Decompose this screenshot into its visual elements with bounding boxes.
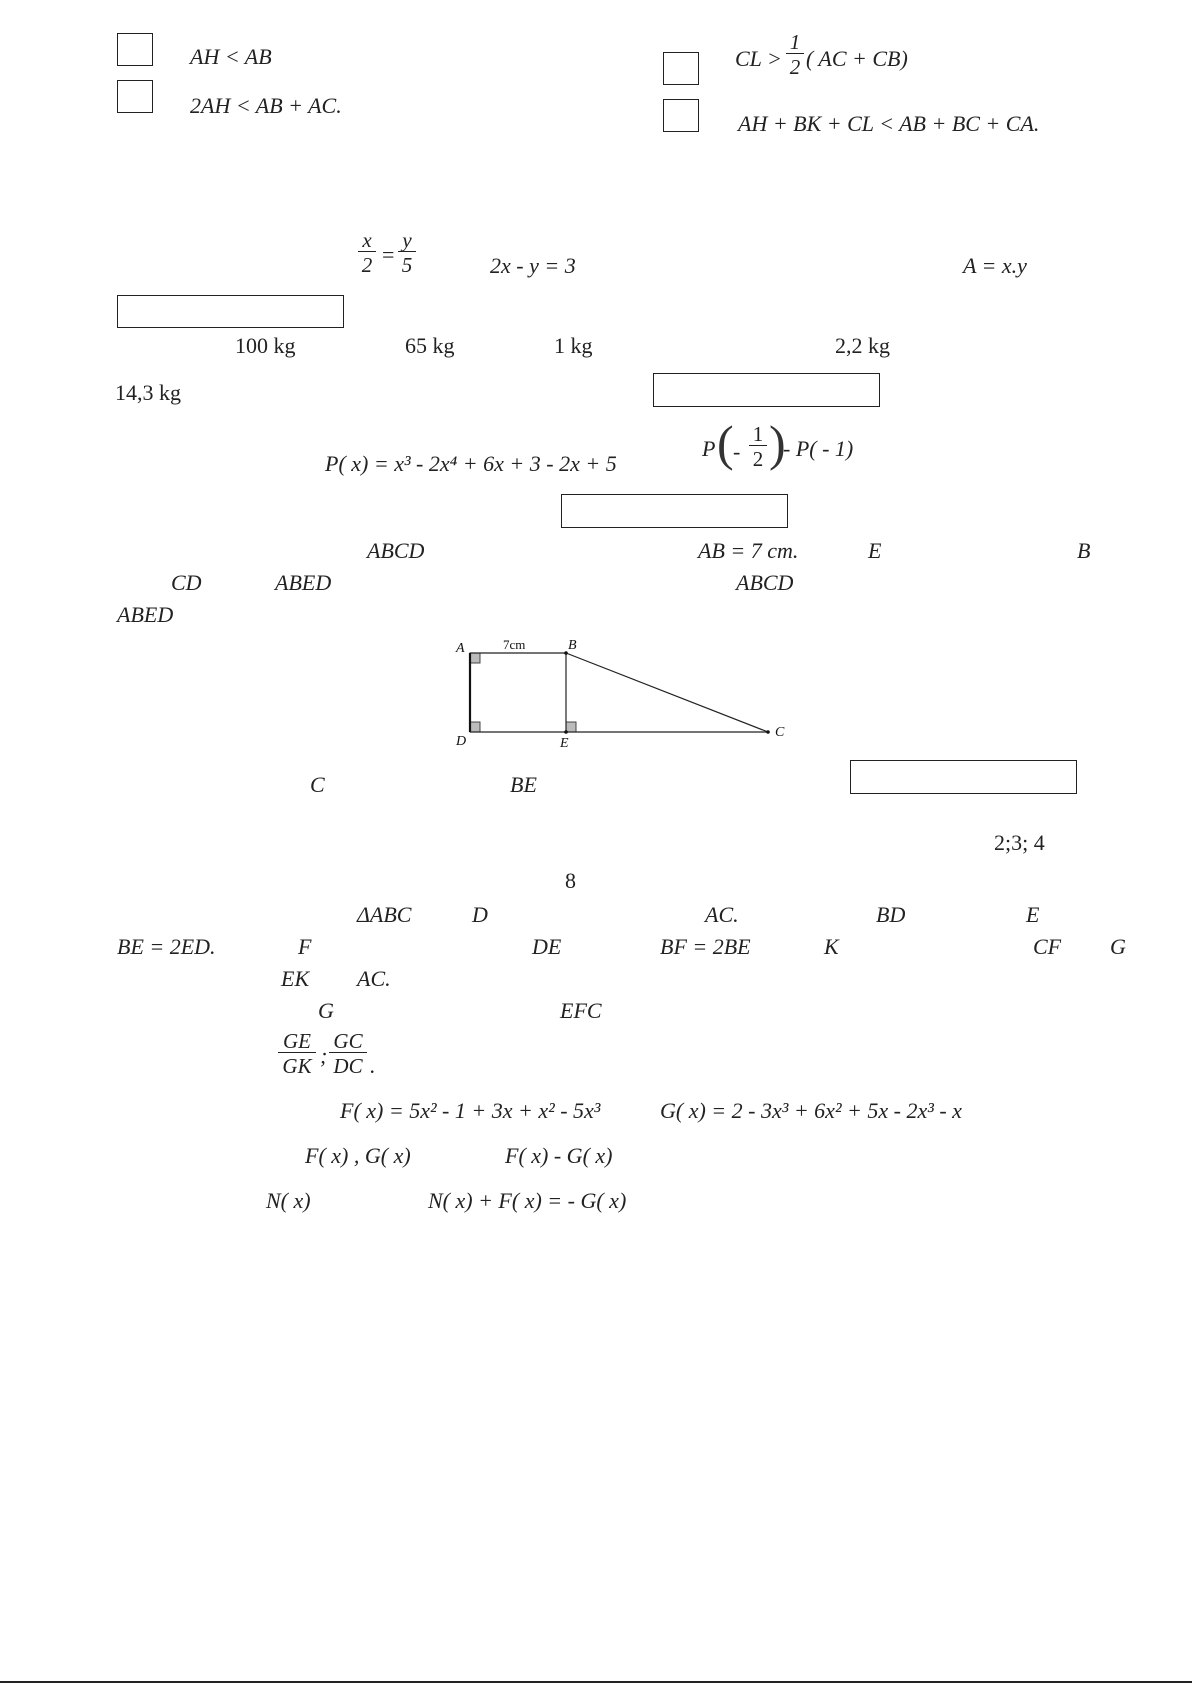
- checkbox-1[interactable]: [117, 33, 153, 66]
- checkbox-3[interactable]: [663, 52, 699, 85]
- polynomial-n: N( x): [266, 1188, 311, 1213]
- inequality-sum: AH + BK + CL < AB + BC + CA.: [738, 111, 1040, 136]
- polynomial-g: G( x) = 2 - 3x³ + 6x² + 5x - 2x³ - x: [660, 1098, 962, 1123]
- fraction-denominator: GK: [282, 1054, 312, 1078]
- fraction-numerator: 1: [749, 424, 767, 446]
- polynomial-f: F( x) = 5x² - 1 + 3x + x² - 5x³: [340, 1098, 601, 1123]
- right-angle-mark-d: [470, 722, 480, 732]
- fraction-denominator: 5: [401, 253, 413, 277]
- vertex-label-a: A: [456, 641, 465, 656]
- f-minus-g: F( x) - G( x): [505, 1143, 613, 1168]
- equation-bf-2be: BF = 2BE: [660, 934, 751, 959]
- linear-equation: 2x - y = 3: [490, 253, 576, 278]
- fraction-one-half: [786, 32, 804, 78]
- label-be: BE: [510, 772, 537, 797]
- label-abcd: ABCD: [367, 538, 425, 563]
- vertex-label-d: D: [456, 734, 467, 749]
- answer-box-2[interactable]: [653, 373, 880, 407]
- segment-bc: [566, 653, 768, 732]
- label-d: D: [472, 902, 488, 927]
- label-ac: AC.: [705, 902, 739, 927]
- inequality-ah-ab: AH < AB: [190, 44, 272, 69]
- fraction-numerator: x: [358, 230, 376, 252]
- label-b: B: [1077, 538, 1091, 563]
- fraction-numerator: GC: [329, 1031, 367, 1053]
- fraction-ge-gk: [278, 1031, 316, 1077]
- answer-box-1[interactable]: [117, 295, 344, 328]
- poly-eval-tail: - P( - 1): [783, 436, 854, 461]
- point-e: [564, 730, 568, 734]
- point-c: [766, 730, 770, 734]
- poly-eval-minus: -: [733, 439, 741, 464]
- label-f: F: [298, 934, 312, 959]
- label-bd: BD: [876, 902, 906, 927]
- fraction-one-half-poly: [749, 424, 767, 470]
- label-ab-7cm: AB = 7 cm.: [698, 538, 799, 563]
- label-abcd-2: ABCD: [736, 570, 794, 595]
- fraction-y-over-5: [398, 230, 416, 276]
- f-and-g: F( x) , G( x): [305, 1143, 411, 1168]
- label-k: K: [824, 934, 839, 959]
- trapezoid-figure: [440, 630, 800, 755]
- fraction-denominator: 2: [361, 253, 373, 277]
- right-angle-mark-e: [566, 722, 576, 732]
- checkbox-4[interactable]: [663, 99, 699, 132]
- label-ac-2: AC.: [357, 966, 391, 991]
- weight-2-2kg: 2,2 kg: [835, 333, 890, 358]
- label-efc: EFC: [560, 998, 602, 1023]
- right-angle-mark-a: [470, 653, 480, 663]
- fraction-numerator: 1: [786, 32, 804, 54]
- label-abed-2: ABED: [117, 602, 174, 627]
- fraction-denominator: DC: [333, 1054, 363, 1078]
- label-e-2: E: [1026, 902, 1040, 927]
- vertex-label-b: B: [568, 638, 577, 653]
- label-cd: CD: [171, 570, 202, 595]
- label-cf: CF: [1033, 934, 1062, 959]
- equation-be-2ed: BE = 2ED.: [117, 934, 216, 959]
- fraction-x-over-2: [358, 230, 376, 276]
- checkbox-2[interactable]: [117, 80, 153, 113]
- bottom-rule: [0, 1681, 1192, 1683]
- inequality-cl-suffix: ( AC + CB): [806, 46, 908, 71]
- weight-65kg: 65 kg: [405, 333, 455, 358]
- period: .: [370, 1053, 376, 1078]
- semicolon: ;: [320, 1043, 328, 1068]
- left-paren: (: [717, 415, 734, 471]
- poly-eval-p: P: [702, 436, 716, 461]
- fraction-numerator: y: [398, 230, 416, 252]
- weight-1kg: 1 kg: [554, 333, 593, 358]
- answer-box-4[interactable]: [850, 760, 1077, 794]
- fraction-denominator: 2: [752, 447, 764, 471]
- right-paren: ): [769, 415, 786, 471]
- equals-sign: =: [382, 242, 395, 267]
- weight-100kg: 100 kg: [235, 333, 296, 358]
- number-eight: 8: [565, 868, 576, 893]
- vertex-label-e: E: [560, 736, 569, 751]
- polynomial-p: P( x) = x³ - 2x⁴ + 6x + 3 - 2x + 5: [325, 451, 617, 476]
- fraction-numerator: GE: [278, 1031, 316, 1053]
- label-ek: EK: [281, 966, 310, 991]
- length-label-ab: 7cm: [503, 637, 526, 652]
- label-g-2: G: [318, 998, 334, 1023]
- label-abed: ABED: [275, 570, 332, 595]
- label-de: DE: [532, 934, 562, 959]
- weight-14-3kg: 14,3 kg: [115, 380, 181, 405]
- fraction-gc-dc: [329, 1031, 367, 1077]
- vertex-label-c: C: [775, 725, 785, 740]
- answer-box-3[interactable]: [561, 494, 788, 528]
- inequality-cl-prefix: CL >: [735, 46, 782, 71]
- equation-n: N( x) + F( x) = - G( x): [428, 1188, 627, 1213]
- label-c: C: [310, 772, 325, 797]
- label-g: G: [1110, 934, 1126, 959]
- inequality-2ah: 2AH < AB + AC.: [190, 93, 342, 118]
- ratio-numbers: 2;3; 4: [994, 830, 1045, 855]
- product-expression: A = x.y: [963, 253, 1027, 278]
- triangle-abc: ΔABC: [357, 902, 412, 927]
- fraction-denominator: 2: [789, 55, 801, 79]
- label-e: E: [868, 538, 882, 563]
